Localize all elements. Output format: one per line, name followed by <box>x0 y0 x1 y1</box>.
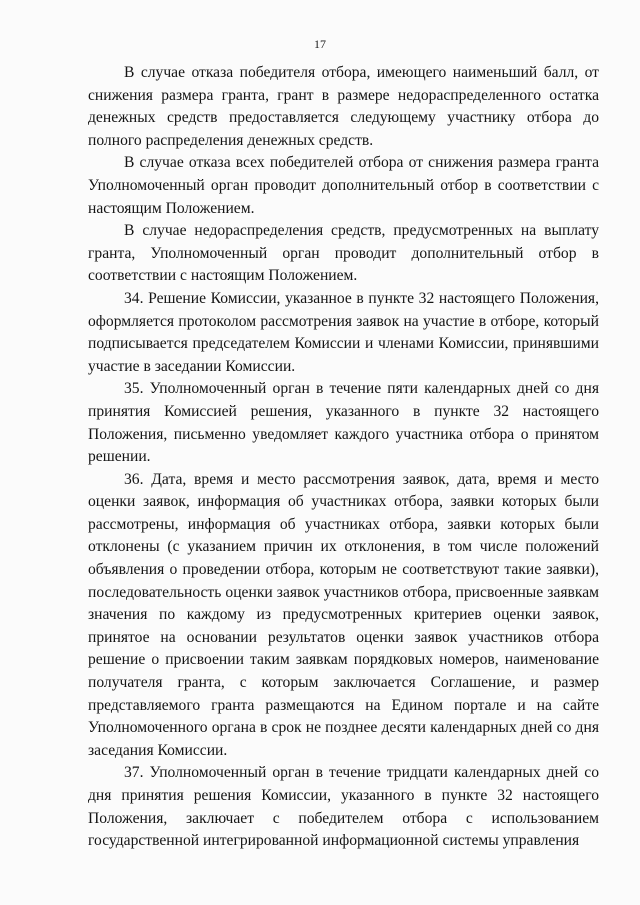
page-number: 17 <box>314 37 326 51</box>
paragraph-item-35: 35. Уполномоченный орган в течение пяти календарных дней со дня принятия Комиссией решения, указанного в пункте 32 настоящего Положения, письменно уведомляет каждого участника отбора о принятом решении. <box>88 380 599 466</box>
paragraph-item-34: 34. Решение Комиссии, указанное в пункте 32 настоящего Положения, оформляется протоколом рассмотрения заявок на участие в отборе, который подписывается председателем Комиссии и членами Комиссии, принявшими участие в заседании Комиссии. <box>88 289 599 375</box>
paragraph-grant-refusal-lowest-score: В случае отказа победителя отбора, имеющего наименьший балл, от снижения размера гранта, грант в размере недораспределенного остатка денежных средств предоставляется следующему участнику отбора до полного распределения денежных средств. <box>88 64 599 149</box>
paragraph-grant-refusal-all-winners: В случае отказа всех победителей отбора от снижения размера гранта Уполномоченный орган проводит дополнительный отбор в соответствии с настоящим Положением. <box>88 154 599 217</box>
paragraph-item-36: 36. Дата, время и место рассмотрения заявок, дата, время и место оценки заявок, информация об участниках отбора, заявки которых были рассмотрены, информация об участниках отбора, заявки которых были отклонены (с указанием причин их отклонения, в том числе положений объявления о проведении отбора, которым не соответствуют такие заявки), последовательность оценки заявок участников отбора, присвоенные заявкам значения по каждому из предусмотренных критериев оценки заявок, принятое на основании результатов оценки заявок участников отбора решение о присвоении таким заявкам порядковых номеров, наименование получателя гранта, с которым заключается Соглашение, и размер представляемого гранта размещаются на Едином портале и на сайте Уполномоченного органа в срок не позднее десяти календарных дней со дня заседания Комиссии. <box>88 470 599 759</box>
paragraph-item-37: 37. Уполномоченный орган в течение тридцати календарных дней со дня принятия решения Комиссии, указанного в пункте 32 настоящего Положения, заключает с победителем отбора с использованием государственной интегрированной информационной системы управления <box>88 764 599 850</box>
paragraph-undistributed-funds: В случае недораспределения средств, предусмотренных на выплату гранта, Уполномоченный орган проводит дополнительный отбор в соответствии с настоящим Положением. <box>88 222 599 285</box>
document-body <box>88 62 599 853</box>
